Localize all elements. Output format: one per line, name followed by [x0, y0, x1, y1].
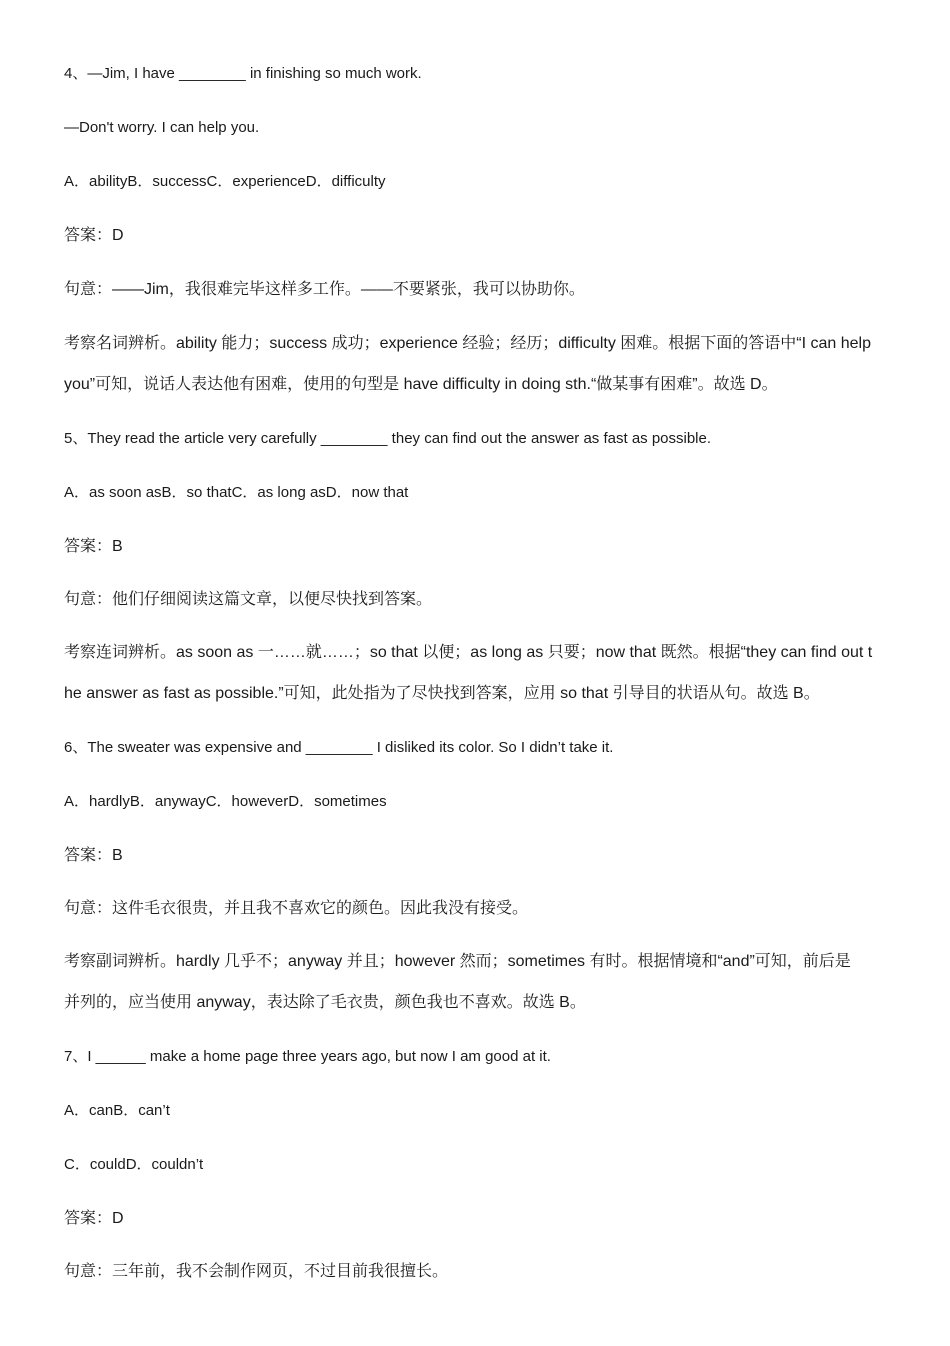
question-5-stem: 5、They read the article very carefully ________ they can find out the answer as fast as possible.: [64, 430, 712, 447]
question-6-meaning: 句意：这件毛衣很贵，并且我不喜欢它的颜色。因此我没有接受。: [64, 900, 529, 917]
question-4-analysis-line-1: 考察名词辨析。ability 能力；success 成功；experience 经验；经历；difficulty 困难。根据下面的答语中“I can help: [64, 335, 871, 352]
question-5-analysis-line-1: 考察连词辨析。as soon as 一……就……；so that 以便；as long as 只要；now that 既然。根据“they can find out t: [64, 644, 873, 661]
question-6-analysis-line-1: 考察副词辨析。hardly 几乎不；anyway 并且；however 然而；sometimes 有时。根据情境和“and”可知，前后是: [64, 953, 851, 970]
question-4-answer: 答案：D: [64, 227, 124, 244]
question-7-stem: 7、I ______ make a home page three years ago, but now I am good at it.: [64, 1048, 551, 1065]
question-6-answer: 答案：B: [64, 847, 123, 864]
question-5-answer: 答案：B: [64, 538, 123, 555]
question-5-meaning: 句意：他们仔细阅读这篇文章，以便尽快找到答案。: [64, 591, 433, 608]
question-6-stem: 6、The sweater was expensive and ________ I disliked its color. So I didn’t take it.: [64, 739, 614, 756]
question-4-meaning: 句意：——Jim，我很难完毕这样多工作。——不要紧张，我可以协助你。: [64, 281, 585, 298]
question-4-dialogue: —Don't worry. I can help you.: [64, 119, 260, 136]
question-6-analysis-line-2: 并列的，应当使用 anyway，表达除了毛衣贵，颜色我也不喜欢。故选 B。: [64, 994, 586, 1011]
question-5-options: A．as soon asB．so thatC．as long asD．now that: [64, 484, 409, 501]
question-7-answer: 答案：D: [64, 1210, 124, 1227]
question-7-meaning: 句意：三年前，我不会制作网页，不过目前我很擅长。: [64, 1263, 449, 1280]
question-4-stem: 4、—Jim, I have ________ in finishing so much work.: [64, 65, 422, 82]
question-4-options: A．abilityB．successC．experienceD．difficulty: [64, 173, 386, 190]
question-5-analysis-line-2: he answer as fast as possible.”可知，此处指为了尽快找到答案，应用 so that 引导目的状语从句。故选 B。: [64, 685, 820, 702]
question-7-options-row-1: A．canB．can’t: [64, 1102, 170, 1119]
question-7-options-row-2: C．couldD．couldn’t: [64, 1156, 204, 1173]
question-6-options: A．hardlyB．anywayC．howeverD．sometimes: [64, 793, 387, 810]
question-4-analysis-line-2: you”可知，说话人表达他有困难，使用的句型是 have difficulty in doing sth.“做某事有困难”。故选 D。: [64, 376, 778, 393]
